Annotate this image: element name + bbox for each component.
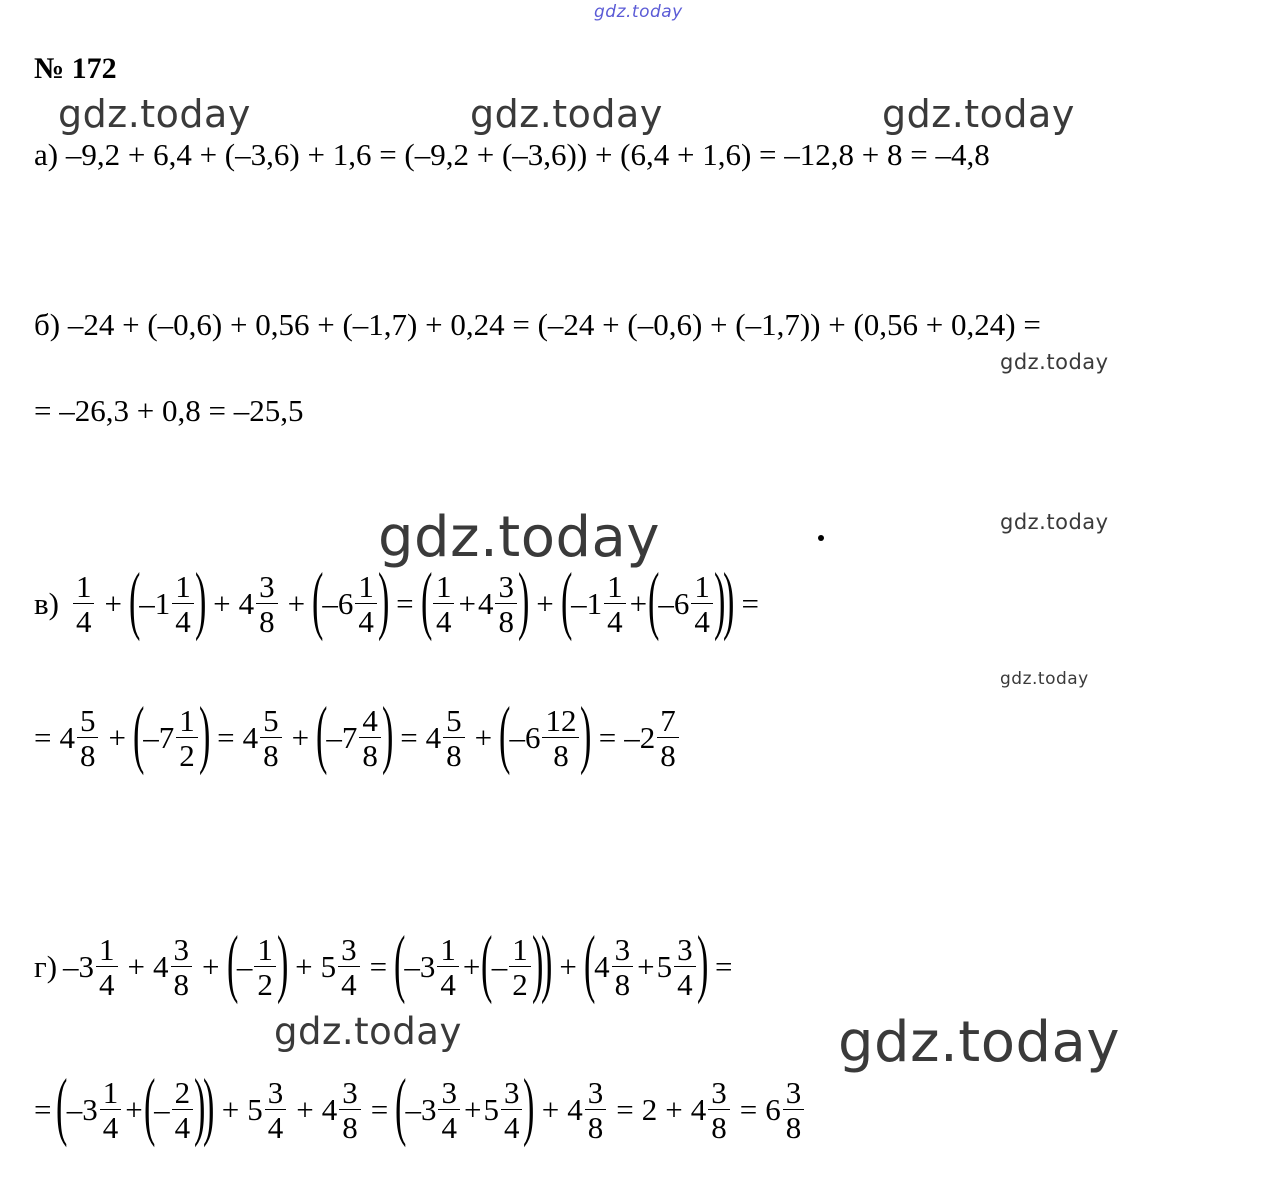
numerator: 3 (612, 934, 634, 967)
problem-number: № 172 (34, 52, 117, 85)
numerator: 1 (604, 571, 626, 604)
parenthesis: ) (523, 1064, 535, 1148)
mixed-number: –3 $\frac{1}{4}$ (67, 1077, 124, 1143)
mixed-number: 4 $\frac{5}{8}$ (426, 705, 467, 771)
numerator: 3 (783, 1077, 805, 1110)
mixed-number: – $\frac{1}{2}$ (237, 934, 278, 1000)
fraction (355, 571, 377, 637)
numerator: 3 (171, 934, 193, 967)
parenthesis: ( (56, 1064, 68, 1148)
numerator: 1 (254, 934, 276, 967)
mixed-number: –7 $\frac{1}{2}$ (143, 705, 200, 771)
fraction (509, 934, 531, 1000)
operator: = (714, 949, 733, 984)
operator: + (108, 720, 126, 755)
operator: + (104, 586, 122, 621)
fraction (495, 571, 517, 637)
mixed-number: 4 $\frac{3}{8}$ (691, 1077, 732, 1143)
parenthesis: ) (276, 921, 289, 1005)
parenthesis: ( (394, 921, 406, 1005)
part-v-line-1 (34, 558, 767, 642)
fraction (691, 571, 713, 637)
denominator: 4 (435, 604, 452, 639)
numerator: 3 (438, 1077, 460, 1110)
fraction (100, 1077, 122, 1143)
fraction (783, 1077, 805, 1143)
fraction (612, 934, 634, 1000)
numerator: 3 (708, 1077, 730, 1110)
fraction (585, 1077, 607, 1143)
numerator: 7 (657, 705, 679, 738)
mixed-number: 4 $\frac{3}{8}$ (478, 571, 519, 637)
denominator: 4 (440, 967, 456, 1002)
parenthesis: ) (540, 921, 553, 1005)
denominator: 4 (75, 604, 92, 639)
parenthesis: ( (420, 558, 433, 642)
denominator: 4 (102, 1110, 119, 1145)
denominator: 4 (174, 1110, 191, 1145)
numerator: 2 (172, 1077, 194, 1110)
operator: = (217, 720, 235, 755)
denominator: 4 (341, 967, 357, 1002)
numerator: 5 (260, 705, 282, 738)
denominator: 8 (173, 967, 190, 1002)
numerator: 1 (691, 571, 713, 604)
numerator: 1 (437, 934, 459, 967)
parenthesis: ) (377, 558, 390, 642)
operator: + (202, 949, 220, 984)
mixed-number: –1 $\frac{1}{4}$ (139, 571, 196, 637)
numerator: 3 (339, 1077, 361, 1110)
denominator: 8 (362, 738, 378, 773)
denominator: 8 (553, 738, 569, 773)
fraction (171, 934, 193, 1000)
denominator: 4 (267, 1110, 284, 1145)
numerator: 1 (96, 934, 118, 967)
operator: + (559, 949, 577, 984)
operator: + (637, 949, 655, 984)
numerator: 5 (443, 705, 465, 738)
mixed-number: 5 $\frac{3}{4}$ (657, 934, 698, 1000)
operator: + (536, 586, 554, 621)
operator: + (629, 586, 648, 621)
denominator: 4 (441, 1110, 457, 1145)
parenthesis: ) (580, 692, 592, 776)
watermark: gdz.today (470, 92, 663, 136)
fraction (359, 705, 381, 771)
parenthesis: ( (481, 921, 493, 1005)
denominator: 8 (446, 738, 462, 773)
parenthesis: ) (696, 921, 708, 1005)
fraction (604, 571, 626, 637)
fraction (172, 1077, 194, 1143)
mixed-number: –6 $\frac{12}{8}$ (509, 705, 581, 771)
numerator: 3 (338, 934, 360, 967)
part-g-line-2: = ( –3 $\frac{1}{4}$ + ( – $\frac{2}{4}$ ) ) + 5 $\frac{3}{4}$ + 4 $\frac{3}{8}$ = ( –3 $\frac{3}{4}$ + 5 $\frac{3}{4}$ ) + 4 $\frac{3}{8}$ = 2 + 4 $\frac{3}{8}$ = 6 $\frac{3}{8}$ (34, 1072, 806, 1148)
part-a-label: а) (34, 137, 59, 172)
operator: + (462, 949, 481, 984)
operator: + (291, 720, 310, 755)
fraction (708, 1077, 730, 1143)
parenthesis: ) (198, 692, 211, 776)
operator: + (458, 586, 476, 621)
stray-dot (818, 535, 824, 541)
numerator: 1 (176, 705, 198, 738)
part-v-line-2: = 4 $\frac{5}{8}$ + ( –7 $\frac{1}{2}$ ) = 4 $\frac{5}{8}$ + ( –7 $\frac{4}{8}$ ) = 4 $\frac{5}{8}$ + ( –6 $\frac{12}{8}$ ) = –2 $\frac{7}{8}$ (34, 700, 681, 776)
operator: + (541, 1092, 560, 1127)
numerator: 1 (509, 934, 531, 967)
denominator: 4 (677, 967, 693, 1002)
mixed-number: – $\frac{1}{2}$ (492, 934, 533, 1000)
parenthesis: ) (517, 558, 530, 642)
numerator: 3 (674, 934, 696, 967)
fraction (260, 705, 282, 771)
operator: = (369, 949, 388, 984)
mixed-number: 4 $\frac{3}{8}$ (322, 1077, 363, 1143)
parenthesis: ( (128, 558, 141, 642)
parenthesis: ) (381, 692, 394, 776)
fraction (438, 1077, 460, 1143)
part-b-line-2: = –26,3 + 0,8 = –25,5 (34, 393, 304, 428)
fraction (674, 934, 696, 1000)
fraction (657, 705, 679, 771)
parenthesis: ( (648, 558, 660, 642)
operator: = (741, 586, 759, 621)
part-a (34, 137, 990, 173)
denominator: 8 (660, 738, 676, 773)
parenthesis: ) (531, 921, 544, 1005)
operator: + (474, 720, 493, 755)
parenthesis: ) (713, 558, 726, 642)
watermark: gdz.today (274, 1010, 462, 1053)
denominator: 4 (607, 604, 623, 639)
numerator: 1 (100, 1077, 122, 1110)
parenthesis: ( (312, 558, 324, 642)
watermark: gdz.today (1000, 350, 1109, 374)
denominator: 8 (587, 1110, 604, 1145)
mixed-number: –2 $\frac{7}{8}$ (624, 705, 681, 771)
part-b-label: б) (34, 307, 61, 342)
denominator: 2 (257, 967, 273, 1002)
denominator: 4 (503, 1110, 520, 1145)
watermark: gdz.today (378, 505, 661, 570)
parenthesis: ( (316, 692, 328, 776)
parenthesis: ( (583, 921, 596, 1005)
mixed-number: – $\frac{2}{4}$ (154, 1077, 195, 1143)
denominator: 4 (175, 604, 191, 639)
denominator: 4 (694, 604, 710, 639)
denominator: 8 (79, 738, 96, 773)
fraction (265, 1077, 287, 1143)
watermark-top: gdz.today (594, 2, 683, 22)
parenthesis: ) (723, 558, 735, 642)
mixed-number: 4 $\frac{5}{8}$ (243, 705, 284, 771)
parenthesis: ) (203, 1064, 215, 1148)
denominator: 4 (358, 604, 374, 639)
fraction (501, 1077, 523, 1143)
mixed-number: –1 $\frac{1}{4}$ (571, 571, 628, 637)
denominator: 2 (512, 967, 528, 1002)
mixed-number: –6 $\frac{1}{4}$ (322, 571, 379, 637)
numerator: 5 (77, 705, 99, 738)
parenthesis: ( (499, 692, 511, 776)
fraction (254, 934, 276, 1000)
mixed-number: 4 $\frac{3}{8}$ (594, 934, 635, 1000)
operator: = (396, 586, 414, 621)
numerator: 3 (256, 571, 278, 604)
fraction (73, 571, 95, 637)
part-g-label: г) (34, 949, 58, 984)
mixed-number: –6 $\frac{1}{4}$ (658, 571, 715, 637)
numerator: 1 (73, 571, 95, 604)
operator: + (127, 949, 146, 984)
fraction (437, 934, 459, 1000)
parenthesis: ( (143, 1064, 156, 1148)
part-v-label: в) (34, 586, 59, 621)
operator: + (213, 586, 231, 621)
operator: + (287, 586, 306, 621)
part-a-expression: –9,2 + 6,4 + (–3,6) + 1,6 = (–9,2 + (–3,6)) + (6,4 + 1,6) = –12,8 + 8 = –4,8 (65, 137, 990, 172)
operator: + (125, 1092, 143, 1127)
part-b-expression: –24 + (–0,6) + 0,56 + (–1,7) + 0,24 = (–24 + (–0,6) + (–1,7)) + (0,56 + 0,24) = (67, 307, 1041, 342)
denominator: 8 (614, 967, 631, 1002)
denominator: 8 (785, 1110, 802, 1145)
fraction (176, 705, 198, 771)
operator: + (296, 1092, 314, 1127)
mixed-number: 4 $\frac{5}{8}$ (59, 705, 100, 771)
numerator: 3 (265, 1077, 287, 1110)
mixed-number: 6 $\frac{3}{8}$ (765, 1077, 806, 1143)
mixed-number: 5 $\frac{3}{4}$ (247, 1077, 288, 1143)
operator: = (616, 1092, 634, 1127)
fraction (433, 571, 455, 637)
operator: + (665, 1092, 683, 1127)
operator: = (370, 1092, 389, 1127)
watermark: gdz.today (1000, 669, 1089, 689)
denominator: 8 (259, 604, 275, 639)
fraction (172, 571, 194, 637)
operator: + (463, 1092, 482, 1127)
numerator: 1 (355, 571, 377, 604)
parenthesis: ( (226, 921, 238, 1005)
fraction (256, 571, 278, 637)
parenthesis: ( (395, 1064, 407, 1148)
fraction (443, 705, 465, 771)
denominator: 2 (179, 738, 195, 773)
mixed-number: –3 $\frac{1}{4}$ (63, 934, 120, 1000)
numerator: 4 (359, 705, 381, 738)
fraction (339, 1077, 361, 1143)
operator: = (400, 720, 418, 755)
mixed-number: –3 $\frac{3}{4}$ (405, 1077, 462, 1143)
numerator: 1 (172, 571, 194, 604)
watermark: gdz.today (58, 92, 251, 136)
fraction (77, 705, 99, 771)
watermark: gdz.today (838, 1010, 1121, 1075)
fraction (96, 934, 118, 1000)
mixed-number: 4 $\frac{3}{8}$ (239, 571, 280, 637)
parenthesis: ( (560, 558, 573, 642)
operator: + (295, 949, 313, 984)
numerator: 3 (585, 1077, 607, 1110)
mixed-number: –7 $\frac{4}{8}$ (326, 705, 383, 771)
denominator: 4 (99, 967, 115, 1002)
mixed-number: –3 $\frac{1}{4}$ (404, 934, 461, 1000)
watermark: gdz.today (1000, 510, 1109, 534)
mixed-number: 4 $\frac{3}{8}$ (153, 934, 194, 1000)
operator: = (739, 1092, 758, 1127)
numerator: 1 (433, 571, 455, 604)
fraction (338, 934, 360, 1000)
parenthesis: ( (132, 692, 145, 776)
part-b-line-1 (34, 307, 1041, 343)
mixed-number: 5 $\frac{3}{4}$ (483, 1077, 524, 1143)
operator: = (598, 720, 617, 755)
operator: + (221, 1092, 240, 1127)
watermark: gdz.today (882, 92, 1075, 136)
part-g-line-1 (34, 921, 740, 1005)
denominator: 8 (498, 604, 514, 639)
denominator: 8 (263, 738, 279, 773)
mixed-number: 4 $\frac{3}{8}$ (567, 1077, 608, 1143)
numerator: 3 (501, 1077, 523, 1110)
fraction (542, 705, 579, 771)
denominator: 8 (711, 1110, 727, 1145)
numerator: 12 (542, 705, 579, 738)
numerator: 3 (495, 571, 517, 604)
mixed-number: 5 $\frac{3}{4}$ (321, 934, 362, 1000)
parenthesis: ) (194, 1064, 206, 1148)
parenthesis: ) (194, 558, 207, 642)
denominator: 8 (342, 1110, 358, 1145)
